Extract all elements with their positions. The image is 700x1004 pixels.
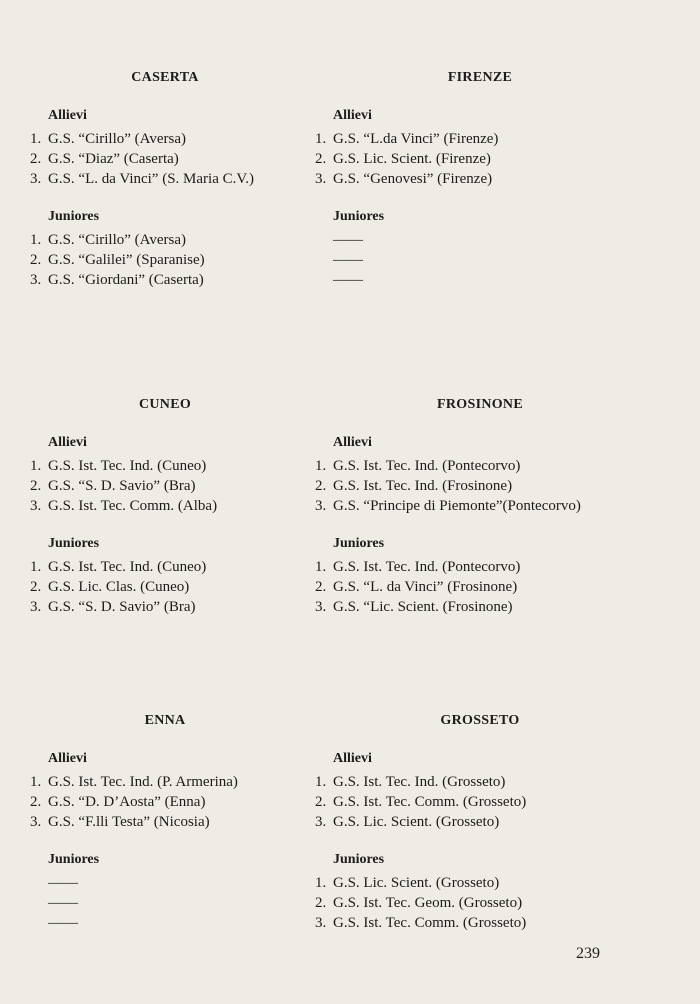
category-allievi: Allievi: [333, 435, 372, 450]
allievi-list: [315, 772, 675, 832]
item-text: G.S. “L.da Vinci” (Firenze): [333, 131, 499, 147]
item-number: 1.: [30, 232, 42, 248]
item-text: ——: [333, 252, 363, 268]
item-text: G.S. “S. D. Savio” (Bra): [48, 478, 196, 494]
list-item: [315, 496, 675, 516]
item-text: G.S. Lic. Scient. (Firenze): [333, 151, 491, 167]
province-title: CASERTA: [131, 70, 199, 85]
item-text: G.S. Ist. Tec. Comm. (Grosseto): [333, 794, 527, 810]
item-number: 1.: [30, 559, 42, 575]
list-item: [30, 456, 360, 476]
section-cuneo: [30, 397, 360, 617]
allievi-list: [30, 456, 360, 516]
list-item: [30, 893, 360, 913]
item-number: 2.: [30, 794, 42, 810]
list-item: [30, 597, 360, 617]
province-title: FROSINONE: [437, 397, 523, 412]
section-frosinone: [315, 397, 675, 617]
item-text: ——: [48, 915, 78, 931]
item-number: 3.: [315, 814, 327, 830]
category-juniores: Juniores: [333, 536, 385, 551]
category-juniores: Juniores: [333, 852, 385, 867]
list-item: [315, 456, 675, 476]
list-item: [315, 893, 675, 913]
section-caserta: [30, 70, 360, 290]
page-number: 239: [576, 945, 600, 962]
section-firenze: [315, 70, 675, 290]
province-title: CUNEO: [138, 397, 192, 412]
allievi-list: [30, 772, 360, 832]
item-number: 1.: [315, 131, 327, 147]
item-text: G.S. Lic. Clas. (Cuneo): [48, 579, 190, 595]
item-number: 3.: [30, 171, 42, 187]
list-item: [30, 129, 360, 149]
list-item: [30, 496, 360, 516]
list-item: [30, 270, 360, 290]
item-number: 2.: [30, 478, 42, 494]
list-item: [30, 577, 360, 597]
item-number: 1.: [30, 774, 42, 790]
list-item: [315, 812, 675, 832]
list-item: [30, 557, 360, 577]
item-text: G.S. Ist. Tec. Geom. (Grosseto): [333, 895, 523, 911]
list-item: [315, 149, 675, 169]
province-title: ENNA: [144, 713, 186, 728]
category-juniores: Juniores: [333, 209, 385, 224]
item-text: ——: [48, 895, 78, 911]
item-number: 2.: [315, 151, 327, 167]
item-text: G.S. “Giordani” (Caserta): [48, 272, 204, 288]
item-text: G.S. Ist. Tec. Ind. (Frosinone): [333, 478, 513, 494]
category-allievi: Allievi: [48, 435, 87, 450]
item-text: G.S. Ist. Tec. Ind. (Grosseto): [333, 774, 506, 790]
item-number: 3.: [315, 171, 327, 187]
item-number: 2.: [315, 895, 327, 911]
item-text: G.S. “Galilei” (Sparanise): [48, 252, 205, 268]
item-text: ——: [48, 875, 78, 891]
item-number: 1.: [30, 458, 42, 474]
item-text: G.S. Ist. Tec. Comm. (Alba): [48, 498, 218, 514]
item-text: G.S. Ist. Tec. Ind. (P. Armerina): [48, 774, 238, 790]
item-text: G.S. Ist. Tec. Ind. (Pontecorvo): [333, 458, 521, 474]
list-item: [315, 169, 675, 189]
item-number: 1.: [30, 131, 42, 147]
juniores-list: [315, 230, 675, 290]
item-number: 2.: [30, 151, 42, 167]
list-item: [30, 149, 360, 169]
item-text: G.S. “Lic. Scient. (Frosinone): [333, 599, 513, 615]
item-text: G.S. “Cirillo” (Aversa): [48, 232, 187, 248]
category-allievi: Allievi: [333, 108, 372, 123]
item-number: 1.: [315, 774, 327, 790]
list-item: [315, 476, 675, 496]
item-text: ——: [333, 272, 363, 288]
province-title: GROSSETO: [440, 713, 520, 728]
item-text: G.S. “L. da Vinci” (Frosinone): [333, 579, 518, 595]
juniores-list: [315, 873, 675, 933]
item-number: 2.: [30, 252, 42, 268]
list-item: [30, 250, 360, 270]
juniores-list: [315, 557, 675, 617]
allievi-list: [30, 129, 360, 189]
item-text: G.S. Ist. Tec. Ind. (Cuneo): [48, 458, 207, 474]
list-item: [315, 557, 675, 577]
item-number: 3.: [30, 498, 42, 514]
item-number: 3.: [315, 498, 327, 514]
category-juniores: Juniores: [48, 536, 100, 551]
item-text: G.S. “Principe di Piemonte”(Pontecorvo): [333, 498, 581, 514]
item-text: G.S. Lic. Scient. (Grosseto): [333, 875, 500, 891]
item-text: G.S. “Genovesi” (Firenze): [333, 171, 493, 187]
list-item: [315, 772, 675, 792]
item-number: 1.: [315, 458, 327, 474]
province-title: FIRENZE: [447, 70, 513, 85]
list-item: [30, 476, 360, 496]
item-number: 2.: [315, 478, 327, 494]
list-item: [315, 913, 675, 933]
section-enna: [30, 713, 360, 933]
item-text: G.S. Ist. Tec. Comm. (Grosseto): [333, 915, 527, 931]
list-item: [30, 772, 360, 792]
list-item: [30, 812, 360, 832]
list-item: [315, 597, 675, 617]
item-text: G.S. “S. D. Savio” (Bra): [48, 599, 196, 615]
list-item: [30, 873, 360, 893]
item-number: 3.: [315, 599, 327, 615]
list-item: [315, 577, 675, 597]
item-number: 1.: [315, 559, 327, 575]
item-text: G.S. “D. D’Aosta” (Enna): [48, 794, 206, 810]
item-number: 2.: [315, 794, 327, 810]
category-allievi: Allievi: [333, 751, 372, 766]
item-text: G.S. “F.lli Testa” (Nicosia): [48, 814, 210, 830]
juniores-list: [30, 873, 360, 933]
list-item: [315, 270, 675, 290]
item-number: 3.: [315, 915, 327, 931]
list-item: [315, 792, 675, 812]
list-item: [30, 169, 360, 189]
list-item: [30, 792, 360, 812]
item-number: 3.: [30, 814, 42, 830]
category-allievi: Allievi: [48, 108, 87, 123]
item-number: 3.: [30, 599, 42, 615]
category-juniores: Juniores: [48, 852, 100, 867]
item-text: G.S. “Diaz” (Caserta): [48, 151, 179, 167]
juniores-list: [30, 230, 360, 290]
section-grosseto: [315, 713, 675, 933]
list-item: [315, 873, 675, 893]
item-text: G.S. “Cirillo” (Aversa): [48, 131, 187, 147]
item-text: G.S. Ist. Tec. Ind. (Cuneo): [48, 559, 207, 575]
item-text: ——: [333, 232, 363, 248]
item-number: 2.: [30, 579, 42, 595]
allievi-list: [315, 129, 675, 189]
list-item: [30, 230, 360, 250]
juniores-list: [30, 557, 360, 617]
item-text: G.S. Lic. Scient. (Grosseto): [333, 814, 500, 830]
list-item: [315, 230, 675, 250]
item-number: 1.: [315, 875, 327, 891]
category-allievi: Allievi: [48, 751, 87, 766]
list-item: [30, 913, 360, 933]
category-juniores: Juniores: [48, 209, 100, 224]
list-item: [315, 129, 675, 149]
list-item: [315, 250, 675, 270]
allievi-list: [315, 456, 675, 516]
item-text: G.S. “L. da Vinci” (S. Maria C.V.): [48, 171, 255, 187]
item-number: 2.: [315, 579, 327, 595]
item-text: G.S. Ist. Tec. Ind. (Pontecorvo): [333, 559, 521, 575]
item-number: 3.: [30, 272, 42, 288]
